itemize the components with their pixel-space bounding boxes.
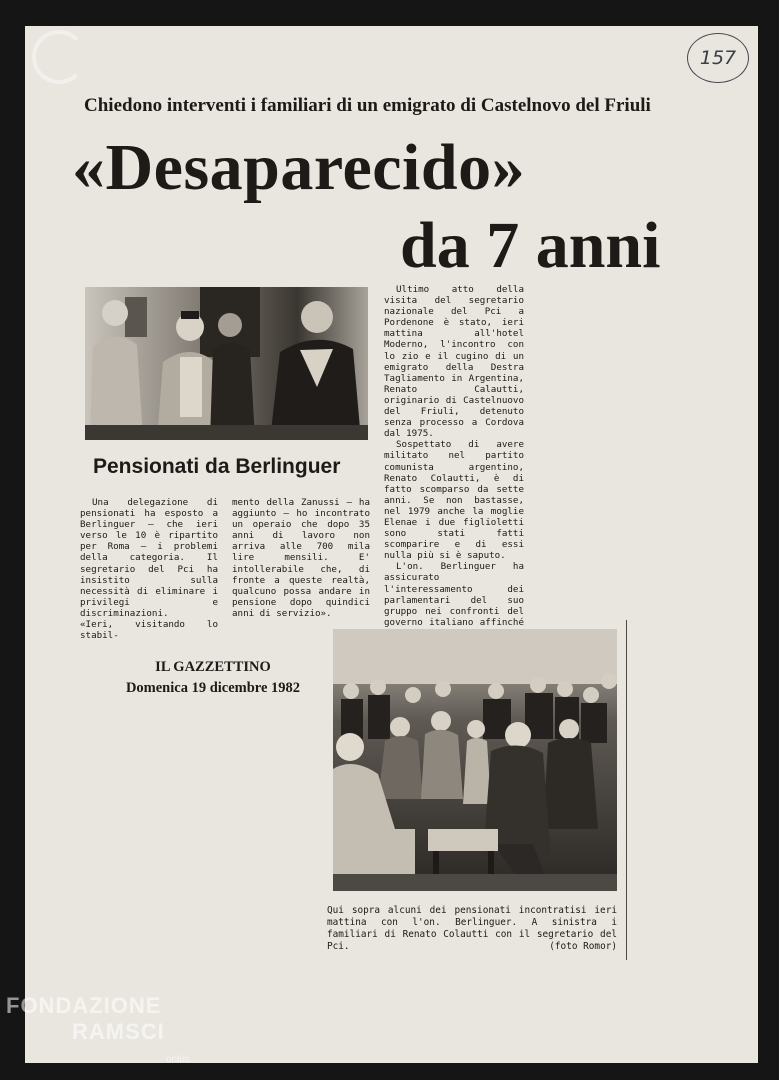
watermark-g-logo-icon [32, 30, 86, 84]
archive-page-number: 157 [687, 33, 749, 83]
photo-credit: (foto Romor) [549, 941, 617, 952]
archive-watermark [6, 993, 190, 1065]
article-kicker: Chiedono interventi i familiari di un emigrato di Castelnovo del Friuli [84, 95, 651, 116]
section-subhead: Pensionati da Berlinguer [93, 455, 341, 478]
article-column-1 [80, 497, 218, 641]
photo-berlinguer-meeting [85, 287, 368, 440]
watermark-line-1: FONDAZIONE [6, 993, 162, 1018]
newspaper-name: IL GAZZETTINO [155, 659, 271, 675]
publication-date: Domenica 19 dicembre 1982 [125, 680, 301, 696]
watermark-line-3: onlus [166, 1054, 190, 1065]
column-rule [626, 620, 627, 960]
column-2-paragraph-1: mento della Zanussi — ha aggiunto — ho incontrato un operaio che dopo 35 anni di lavoro non arriva alle 700 mila lire mensili. E' intollerabile che, di fronte a queste realtà, qualcuno possa andare in pensione dopo quindici anni di servizio». [232, 497, 370, 619]
column-3-paragraph-2: Sospettato di avere militato nel partito comunista argentino, Renato Colautti, è di fatto scomparso da sette anni. Se non bastasse, nel 1979 anche la moglie Elenae i due figlioletti sono stati fatti scomparire e di essi nulla più si è saputo. [384, 439, 524, 562]
caption-text: Qui sopra alcuni dei pensionati incontratisi ieri mattina con l'on. Berlinguer. A sinistra i familiari di Renato Colautti con il segretario del Pci. [327, 905, 617, 952]
column-1-paragraph-2: «Ieri, visitando lo stabil- [80, 619, 218, 642]
column-3-paragraph-1: Ultimo atto della visita del segretario nazionale del Pci a Pordenone è stato, ieri mattina all'hotel Moderno, l'incontro con lo zio e il cugino di un emigrato della Destra Tagliamento in Argentina, Renato Calautti, originario di Castelnuovo del Friuli, detenuto senza processo a Cordova dal 1975. [384, 284, 524, 440]
column-3-paragraph-3: L'on. Berlinguer ha assicurato l'interessamento dei parlamentari del suo gruppo nei confronti del governo italiano affinché [384, 561, 524, 628]
watermark-line-2: RAMSCI [72, 1019, 165, 1044]
newspaper-masthead [125, 657, 301, 699]
column-1-paragraph-1: Una delegazione di pensionati ha esposto a Berlinguer — che ieri verso le 10 è ripartito per Roma — i problemi della categoria. Il segretario del Pci ha insistito sulla necessità di eliminare i privilegi e discriminazioni. [80, 497, 218, 619]
photo-caption [327, 905, 617, 953]
headline-line-2: da 7 anni [400, 209, 661, 282]
headline-line-1: «Desaparecido» [72, 131, 526, 204]
article-column-3 [384, 284, 524, 672]
photo-pensioners-audience [333, 629, 617, 891]
article-column-2 [232, 497, 370, 619]
